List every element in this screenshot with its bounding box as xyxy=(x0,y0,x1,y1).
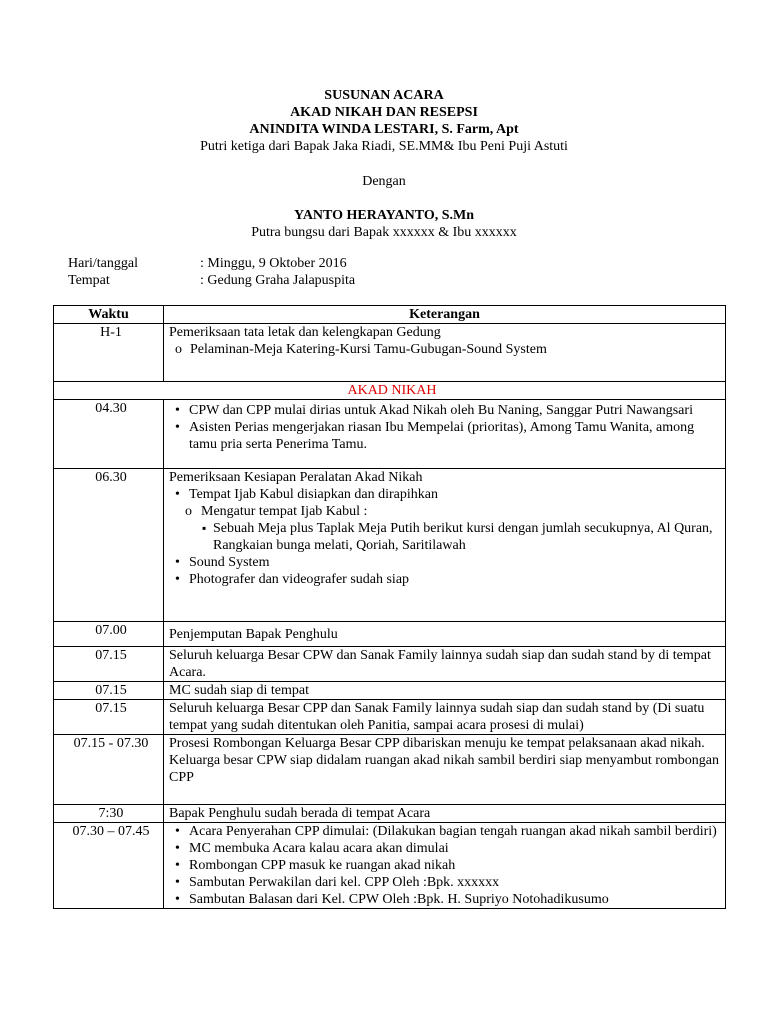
date-value: : Minggu, 9 Oktober 2016 xyxy=(200,256,347,271)
list-item: o Mengatur tempat Ijab Kabul : xyxy=(169,503,725,520)
document-title: SUSUNAN ACARA xyxy=(324,88,444,103)
time-cell: 7:30 xyxy=(54,805,164,823)
list-item: • Rombongan CPP masuk ke ruangan akad nikah xyxy=(169,857,725,874)
time-cell: 07.00 xyxy=(54,622,164,647)
date-label: Hari/tanggal xyxy=(68,256,138,271)
row-text: Pemeriksaan tata letak dan kelengkapan Gedung xyxy=(169,325,441,340)
event-info xyxy=(68,255,355,289)
description-cell xyxy=(164,400,726,469)
list-item: • Sound System xyxy=(169,554,725,571)
time-cell: 07.15 xyxy=(54,700,164,735)
row-text: Prosesi Rombongan Keluarga Besar CPP dibariskan menuju ke tempat pelaksanaan akad nikah. xyxy=(169,736,705,751)
time-cell: 07.30 – 07.45 xyxy=(54,823,164,909)
list-item: • Sambutan Balasan dari Kel. CPW Oleh :Bpk. H. Supriyo Notohadikusumo xyxy=(169,891,725,908)
table-row xyxy=(54,324,726,382)
list-item: • Asisten Perias mengerjakan riasan Ibu Mempelai (prioritas), Among Tamu Wanita, among tamu pria serta Penerima Tamu. xyxy=(169,419,725,453)
connector-text: Dengan xyxy=(362,174,406,189)
section-akad-nikah: AKAD NIKAH xyxy=(54,382,726,400)
list-item: ▪ Sebuah Meja plus Taplak Meja Putih berikut kursi dengan jumlah secukupnya, Al Quran, Rangkaian bunga melati, Qoriah, Saritilawah xyxy=(169,520,725,554)
section-row xyxy=(54,382,726,400)
list-item: • CPW dan CPP mulai dirias untuk Akad Nikah oleh Bu Naning, Sanggar Putri Nawangsari xyxy=(169,402,725,419)
table-row xyxy=(54,647,726,682)
table-row xyxy=(54,735,726,805)
table-row xyxy=(54,622,726,647)
table-row xyxy=(54,805,726,823)
schedule-table xyxy=(53,305,726,909)
description-cell: Penjemputan Bapak Penghulu xyxy=(164,622,726,647)
header-waktu: Waktu xyxy=(54,306,164,324)
description-cell xyxy=(164,324,726,382)
time-cell: 07.15 - 07.30 xyxy=(54,735,164,805)
description-cell: Bapak Penghulu sudah berada di tempat Acara xyxy=(164,805,726,823)
time-cell: 06.30 xyxy=(54,469,164,622)
description-cell: Seluruh keluarga Besar CPP dan Sanak Family lainnya sudah siap dan sudah stand by (Di suatu tempat yang sudah ditentukan oleh Panitia, sampai acara prosesi di mulai) xyxy=(164,700,726,735)
description-cell xyxy=(164,735,726,805)
table-header-row xyxy=(54,306,726,324)
list-item: • Tempat Ijab Kabul disiapkan dan dirapihkan xyxy=(169,486,725,503)
time-cell: 07.15 xyxy=(54,682,164,700)
place-label: Tempat xyxy=(68,273,110,288)
place-value: : Gedung Graha Jalapuspita xyxy=(200,273,356,288)
row-text: Keluarga besar CPW siap didalam ruangan akad nikah sambil berdiri siap menyambut rombongan CPP xyxy=(169,753,720,785)
list-item: • Acara Penyerahan CPP dimulai: (Dilakukan bagian tengah ruangan akad nikah sambil berdiri) xyxy=(169,823,725,840)
groom-name: YANTO HERAYANTO, S.Mn xyxy=(294,208,474,223)
description-cell: MC sudah siap di tempat xyxy=(164,682,726,700)
description-cell xyxy=(164,823,726,909)
table-row xyxy=(54,469,726,622)
row-text: Pemeriksaan Kesiapan Peralatan Akad Nikah xyxy=(169,470,423,485)
time-cell: 07.15 xyxy=(54,647,164,682)
header-keterangan: Keterangan xyxy=(164,306,726,324)
description-cell: Seluruh keluarga Besar CPW dan Sanak Family lainnya sudah siap dan sudah stand by di tempat Acara. xyxy=(164,647,726,682)
bride-parents: Putri ketiga dari Bapak Jaka Riadi, SE.MM& Ibu Peni Puji Astuti xyxy=(200,139,568,154)
table-row xyxy=(54,400,726,469)
table-row xyxy=(54,682,726,700)
list-item: o Pelaminan-Meja Katering-Kursi Tamu-Gubugan-Sound System xyxy=(169,341,725,358)
document-subtitle: AKAD NIKAH DAN RESEPSI xyxy=(290,105,478,120)
list-item: • Photografer dan videografer sudah siap xyxy=(169,571,725,588)
list-item: • MC membuka Acara kalau acara akan dimulai xyxy=(169,840,725,857)
time-cell: H-1 xyxy=(54,324,164,382)
time-cell: 04.30 xyxy=(54,400,164,469)
groom-parents: Putra bungsu dari Bapak xxxxxx & Ibu xxxxxx xyxy=(251,225,517,240)
list-item: • Sambutan Perwakilan dari kel. CPP Oleh :Bpk. xxxxxx xyxy=(169,874,725,891)
description-cell xyxy=(164,469,726,622)
table-row xyxy=(54,700,726,735)
table-row xyxy=(54,823,726,909)
document-header xyxy=(0,87,768,241)
bride-name: ANINDITA WINDA LESTARI, S. Farm, Apt xyxy=(249,122,519,137)
